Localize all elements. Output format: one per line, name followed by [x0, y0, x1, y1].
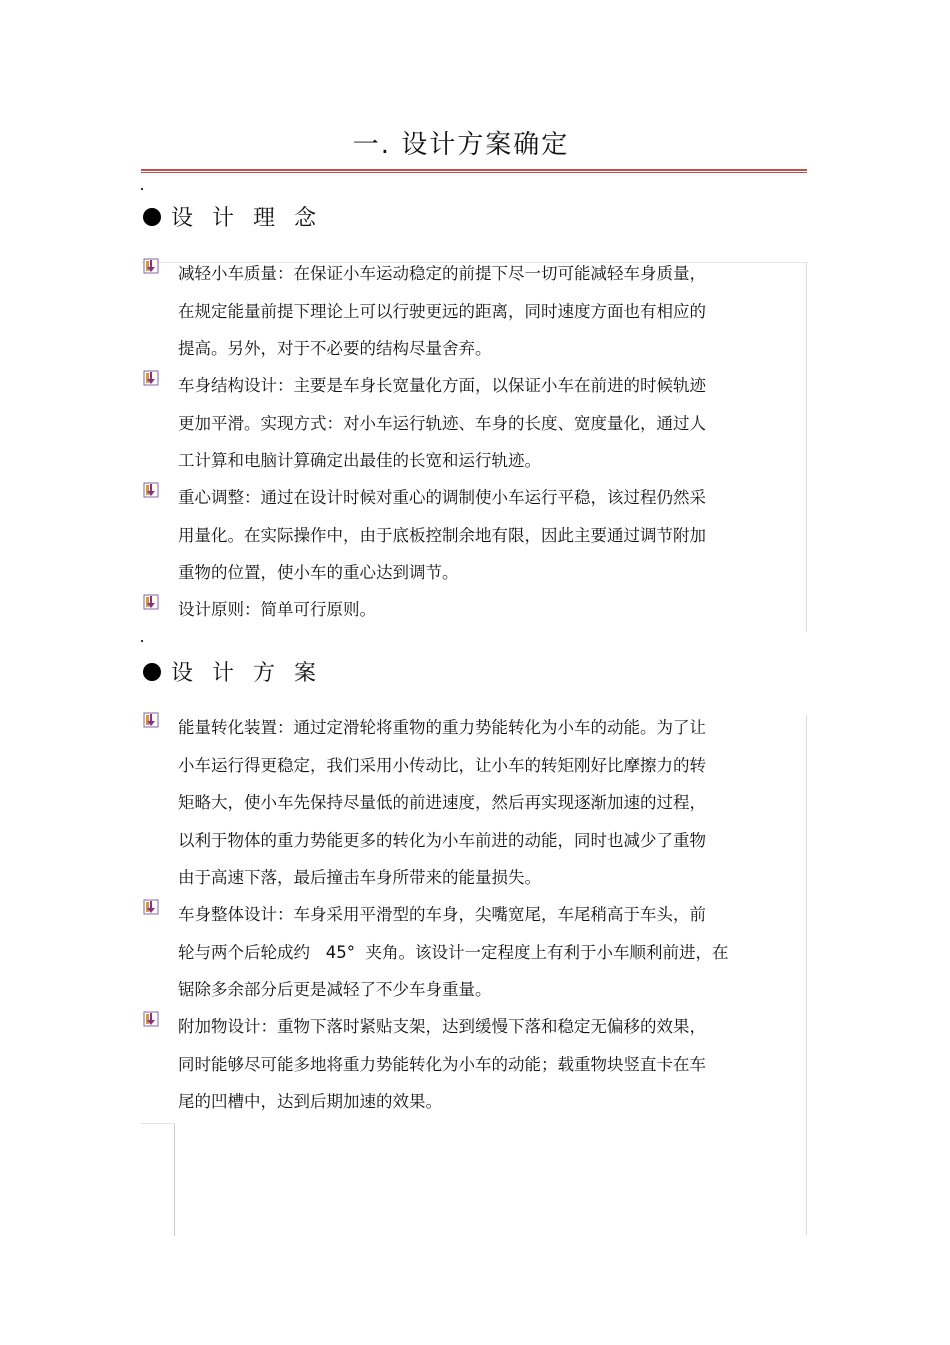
dot-marker — [141, 640, 143, 642]
checkbox-arrow-icon — [143, 899, 159, 915]
list-item — [143, 479, 773, 592]
box-border — [806, 262, 807, 632]
checkbox-arrow-icon — [143, 1011, 159, 1027]
checkbox-arrow-icon — [143, 482, 159, 498]
section-heading-concept — [143, 201, 322, 232]
list-item-text: 附加物设计：重物下落时紧贴支架，达到缓慢下落和稳定无偏移的效果， 同时能够尽可能多地将重力势能转化为小车的动能；载重物块竖直卡在车 尾的凹槽中，达到后期加速的效果。 — [178, 1017, 706, 1111]
list-item-text: 减轻小车质量：在保证小车运动稳定的前提下尽一切可能减轻车身质量， 在规定能量前提下理论上可以行驶更远的距离，同时速度方面也有相应的 提高。另外，对于不必要的结构尽量舍弃。 — [178, 264, 706, 358]
section-heading-label: 设 计 理 念 — [171, 206, 322, 231]
checkbox-arrow-icon — [143, 594, 159, 610]
list-item-text: 重心调整：通过在设计时候对重心的调制使小车运行平稳，该过程仍然采 用量化。在实际操作中，由于底板控制余地有限，因此主要通过调节附加 重物的位置，使小车的重心达到调节。 — [178, 488, 706, 582]
section-heading-label: 设 计 方 案 — [171, 661, 322, 686]
list-item-text: 能量转化装置：通过定滑轮将重物的重力势能转化为小车的动能。为了让 小车运行得更稳定，我们采用小传动比，让小车的转矩刚好比摩擦力的转 矩略大，使小车先保持尽量低的前进速度，然后再实现逐渐加速的过程， 以利于物体的重力势能更多的转化为小车前进的动能，同时也减少了重物 由于高速下落，最后撞击车身所带来的能量损失。 — [178, 718, 706, 887]
checkbox-arrow-icon — [143, 258, 159, 274]
list-item-text: 车身结构设计：主要是车身长宽量化方面，以保证小车在前进的时候轨迹 更加平滑。实现方式：对小车运行轨迹、车身的长度、宽度量化，通过人 工计算和电脑计算确定出最佳的长宽和运行轨迹。 — [178, 376, 706, 470]
box-border — [174, 1123, 175, 1236]
checkbox-arrow-icon — [143, 712, 159, 728]
section-heading-plan — [143, 656, 322, 687]
box-border — [806, 715, 807, 1235]
title-rule-thin — [141, 172, 807, 173]
list-item-text: 设计原则：简单可行原则。 — [178, 600, 376, 619]
list-item — [143, 896, 773, 1009]
list-item-text: 车身整体设计：车身采用平滑型的车身，尖嘴宽尾，车尾稍高于车头，前 轮与两个后轮成约 45° 夹角。该设计一定程度上有利于小车顺利前进，在 锯除多余部分后更是减轻了不少车身重量。 — [178, 905, 729, 999]
list-item — [143, 255, 773, 368]
dot-marker — [141, 188, 143, 190]
list-item — [143, 367, 773, 480]
filled-circle-icon — [143, 663, 161, 681]
list-item — [143, 591, 773, 629]
page-title: 一. 设计方案确定 — [352, 130, 570, 160]
title-rule — [141, 169, 807, 171]
filled-circle-icon — [143, 208, 161, 226]
list-item — [143, 709, 773, 897]
box-border — [141, 1123, 175, 1124]
list-item — [143, 1008, 773, 1121]
checkbox-arrow-icon — [143, 370, 159, 386]
